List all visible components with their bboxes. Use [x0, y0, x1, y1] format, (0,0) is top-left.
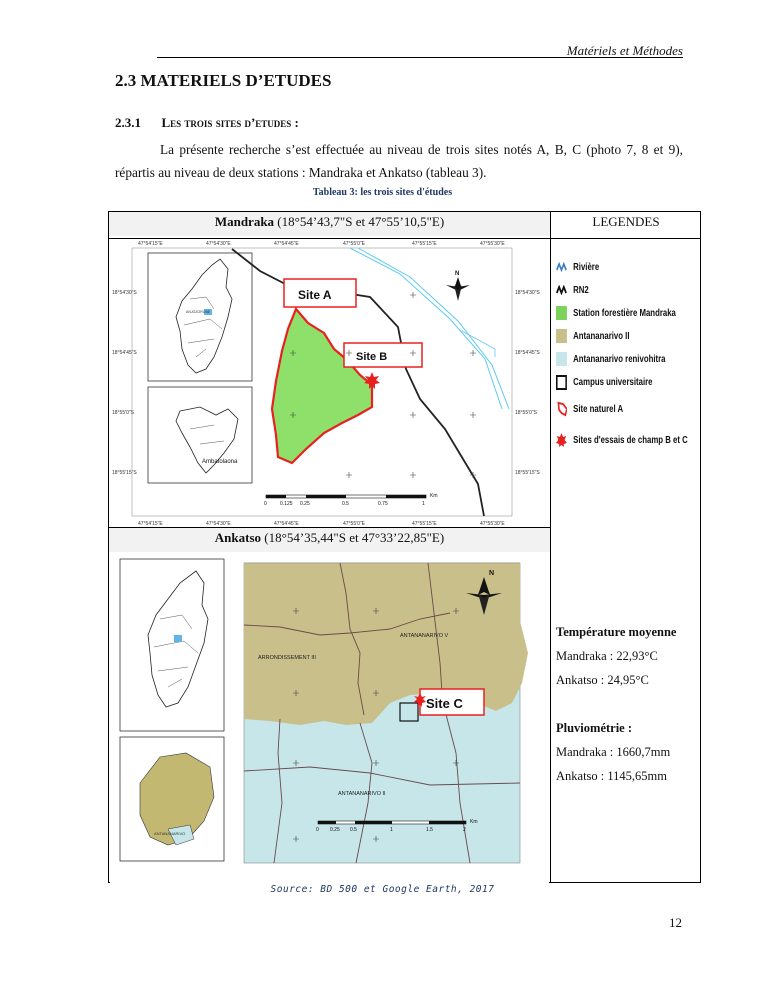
map-tick-label: 18°55'15"S: [515, 470, 540, 476]
legend-label: Antananarivo renivohitra: [573, 353, 666, 365]
inset-label: ANJOZOROBE: [186, 310, 211, 314]
legend-item-renivohitra: [556, 348, 669, 370]
district-label: ANTANANARIVO II: [338, 791, 386, 797]
road-icon: [556, 283, 567, 297]
site-c-label: Site C: [426, 696, 463, 711]
swatch-renivohitra: [556, 352, 567, 366]
scale-tick: 1: [390, 827, 393, 833]
ankatso-coords: (18°54’35,44"S et 47°33’22,85"E): [261, 530, 445, 545]
scale-tick: 0.25: [330, 827, 340, 833]
ankatso-map-graphic: [110, 553, 549, 883]
legend-item-road: [556, 279, 669, 301]
mandraka-header: [109, 212, 550, 236]
mandraka-name: Mandraka: [214, 214, 275, 229]
legend-item-river: [556, 256, 669, 278]
mandraka-coords: (18°54’43,7"S et 47°55’10,5"E): [274, 214, 445, 229]
sites-table: [108, 211, 701, 883]
intro-paragraph: [115, 138, 683, 184]
map-tick-label: 18°54'30"S: [515, 290, 540, 296]
temperature-mandraka: Mandraka : 22,93°C: [556, 649, 658, 663]
rainfall-title: Pluviométrie :: [556, 721, 633, 735]
intro-text: La présente recherche s’est effectuée au niveau de trois sites notés A, B, C (photo 7, 8 et 9), répartis au niveau de deux stations : Mandraka et Ankatso (tableau 3).: [115, 142, 683, 180]
ankatso-header: [109, 528, 550, 552]
legend-item-forest: [556, 302, 676, 324]
map-tick-label: 47°54'30"E: [206, 241, 231, 247]
map-tick-label: 18°54'45"S: [112, 350, 137, 356]
map-tick-label: 47°54'30"E: [206, 521, 231, 527]
scale-unit: Km: [430, 493, 438, 499]
mandraka-map: [110, 239, 549, 527]
legend-label: Station forestière Mandraka: [573, 307, 676, 319]
scale-tick: 1: [422, 501, 425, 507]
header-rule: [157, 57, 683, 58]
district-label: ANTANANARIVO V: [400, 633, 449, 639]
rainfall-mandraka: Mandraka : 1660,7mm: [556, 745, 671, 759]
scale-tick: 0.5: [350, 827, 357, 833]
outline-square-icon: [556, 375, 567, 389]
mandraka-map-graphic: [110, 239, 549, 527]
ankatso-map: [110, 553, 549, 883]
scale-tick: 2: [463, 827, 466, 833]
red-outline-icon: [556, 402, 567, 416]
map-tick-label: 47°54'45"E: [274, 241, 299, 247]
swatch-forest: [556, 306, 567, 320]
legend-item-tana2: [556, 325, 669, 347]
map-tick-label: 47°55'0"E: [343, 521, 365, 527]
map-tick-label: 47°54'15"E: [138, 521, 163, 527]
map-tick-label: 47°54'15"E: [138, 241, 163, 247]
scale-tick: 0.5: [342, 501, 349, 507]
map-tick-label: 18°55'15"S: [112, 470, 137, 476]
map-tick-label: 47°55'0"E: [343, 241, 365, 247]
column-divider: [550, 212, 551, 882]
scale-tick: 0: [316, 827, 319, 833]
north-label: N: [489, 570, 495, 577]
map-legend: [556, 256, 701, 456]
page-number: 12: [669, 915, 682, 930]
legend-item-site-a: [556, 394, 669, 424]
map-tick-label: 47°55'15"E: [412, 521, 437, 527]
subsection-label: Les trois sites d’etudes :: [161, 115, 299, 130]
map-tick-label: 47°55'30"E: [480, 521, 505, 527]
temperature-title: Température moyenne: [556, 625, 677, 639]
swatch-tana2: [556, 329, 567, 343]
temperature-ankatso: Ankatso : 24,95°C: [556, 673, 649, 687]
map-tick-label: 18°54'30"S: [112, 290, 137, 296]
inset-label: ANTANANARIVO: [154, 831, 186, 836]
legend-header: LEGENDES: [592, 214, 660, 229]
legend-label: Campus universitaire: [573, 376, 653, 388]
climate-info: [556, 620, 676, 788]
map-tick-label: 18°55'0"S: [112, 410, 134, 416]
subsection-number: 2.3.1: [115, 115, 141, 130]
site-b-label: Site B: [356, 351, 388, 363]
red-star-icon: [556, 433, 567, 447]
section-title: 2.3 MATERIELS D’ETUDES: [115, 71, 332, 90]
site-a-label: Site A: [298, 288, 332, 302]
map-tick-label: 47°55'30"E: [480, 241, 505, 247]
map-tick-label: 47°55'15"E: [412, 241, 437, 247]
legend-item-sites-bc: [556, 425, 688, 455]
map-tick-label: 18°54'45"S: [515, 350, 540, 356]
map-tick-label: 47°54'45"E: [274, 521, 299, 527]
district-label: ARRONDISSEMENT III: [258, 655, 316, 661]
legend-label: Site naturel A: [573, 403, 624, 415]
legend-label: Sites d'essais de champ B et C: [573, 434, 688, 446]
subsection-title: [115, 115, 299, 131]
legend-label: RN2: [573, 284, 589, 296]
scale-tick: 0: [264, 501, 267, 507]
running-header: Matériels et Méthodes: [566, 43, 683, 58]
source-note: Source: BD 500 et Google Earth, 2017: [270, 884, 495, 895]
table-caption: Tableau 3: les trois sites d'études: [312, 187, 453, 198]
scale-unit: Km: [470, 819, 478, 825]
legend-label: Antananarivo II: [573, 330, 630, 342]
ankatso-name: Ankatso: [214, 530, 262, 545]
rainfall-ankatso: Ankatso : 1145,65mm: [556, 769, 667, 783]
scale-tick: 0.125: [280, 501, 293, 507]
scale-tick: 0.75: [378, 501, 388, 507]
legend-item-campus: [556, 371, 669, 393]
map-tick-label: 18°55'0"S: [515, 410, 537, 416]
scale-tick: 1.5: [426, 827, 433, 833]
inset-label: Ambatolaona: [202, 459, 238, 465]
north-label: N: [455, 271, 460, 277]
legend-label: Rivière: [573, 261, 600, 273]
scale-tick: 0.25: [300, 501, 310, 507]
river-icon: [556, 260, 567, 274]
